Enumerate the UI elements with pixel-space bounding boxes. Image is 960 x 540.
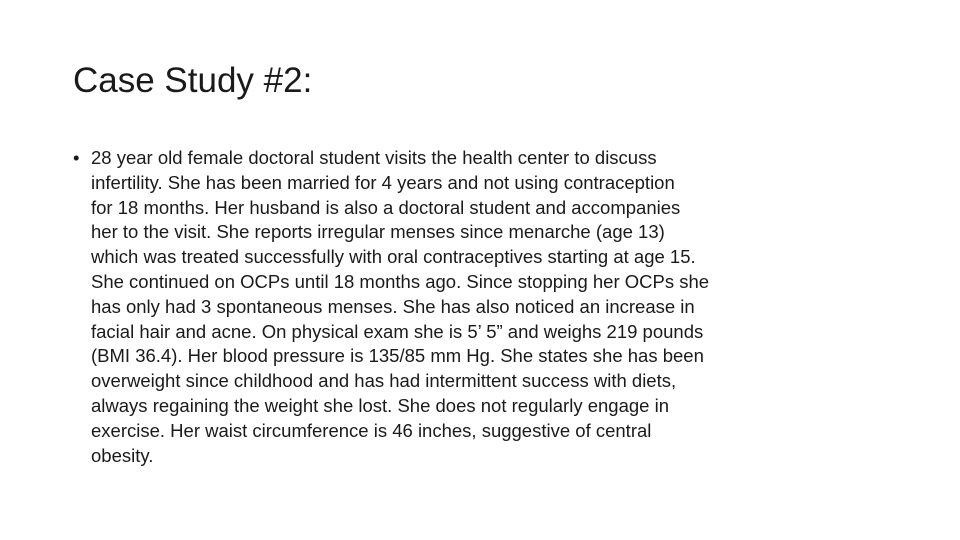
- case-text-line: obesity.: [91, 444, 154, 466]
- slide-title: Case Study #2:: [73, 61, 313, 100]
- case-text-line: infertility. She has been married for 4 years and not using contraception: [91, 171, 675, 193]
- bullet-list: [70, 146, 890, 468]
- case-text-line: 28 year old female doctoral student visits the health center to discuss: [91, 147, 657, 168]
- case-text-line: which was treated successfully with oral contraceptives starting at age 15.: [91, 246, 696, 268]
- case-text-line: her to the visit. She reports irregular menses since menarche (age 13): [91, 221, 665, 243]
- case-text-line: exercise. Her waist circumference is 46 inches, suggestive of central: [91, 419, 652, 441]
- case-text-line: She continued on OCPs until 18 months ago. Since stopping her OCPs she: [91, 270, 710, 292]
- case-text-line: always regaining the weight she lost. She does not regularly engage in: [91, 394, 669, 416]
- bullet-marker: •: [73, 147, 80, 168]
- case-text-line: overweight since childhood and has had intermittent success with diets,: [91, 370, 677, 392]
- case-text-line: for 18 months. Her husband is also a doctoral student and accompanies: [91, 196, 681, 218]
- case-text-line: (BMI 36.4). Her blood pressure is 135/85 mm Hg. She states she has been: [91, 345, 704, 367]
- case-text-line: facial hair and acne. On physical exam she is 5’ 5” and weighs 219 pounds: [91, 320, 704, 342]
- bullet-item: [70, 146, 890, 468]
- case-text-line: has only had 3 spontaneous menses. She has also noticed an increase in: [91, 295, 695, 317]
